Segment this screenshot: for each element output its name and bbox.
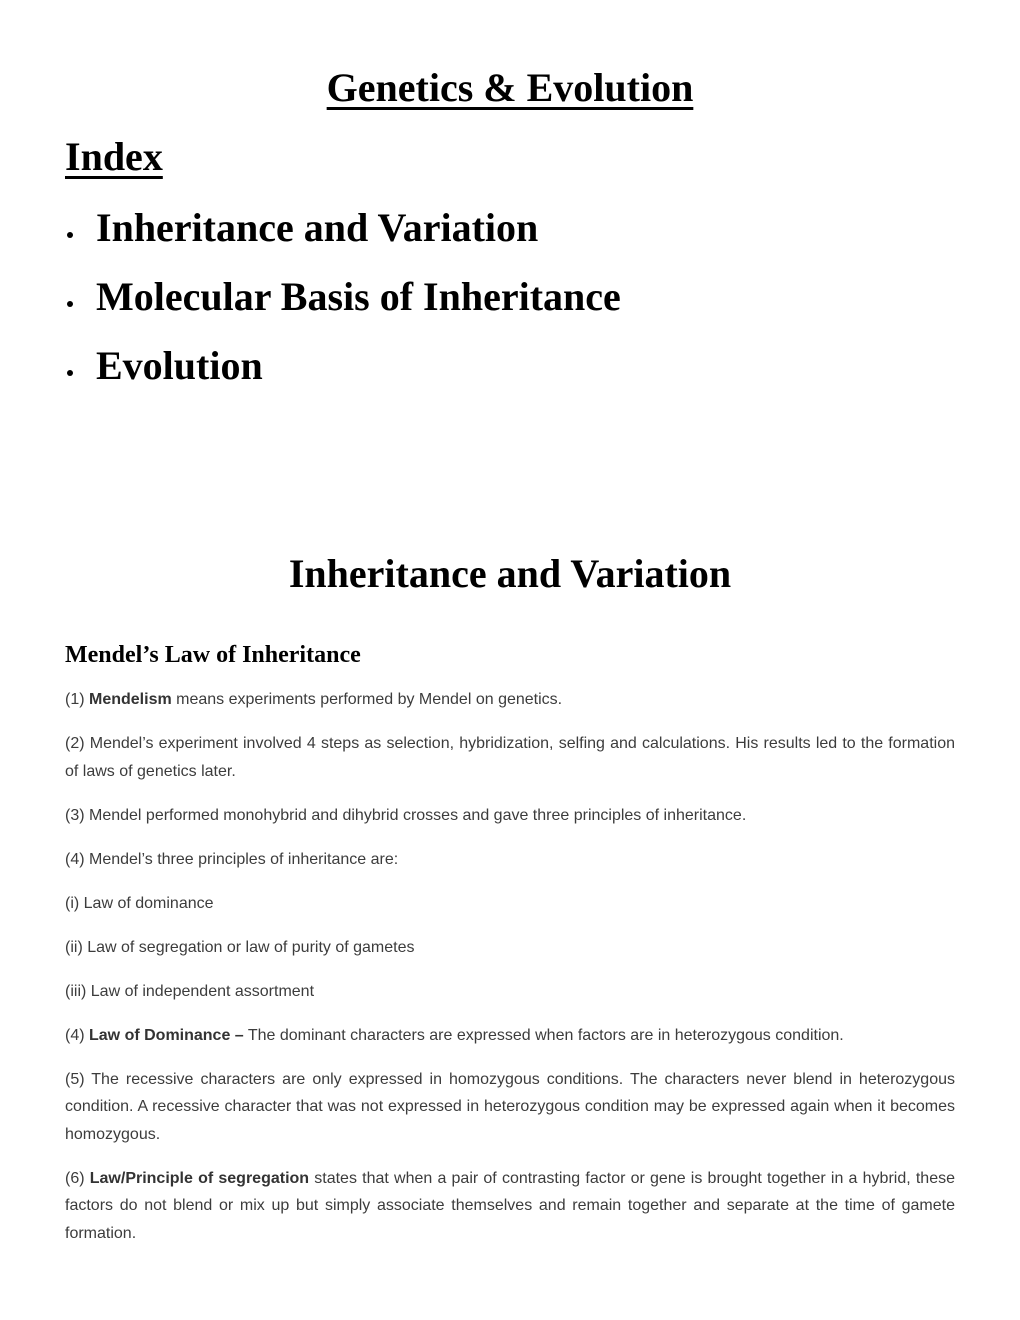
bullet-icon xyxy=(67,232,73,238)
index-item-label: Evolution xyxy=(96,343,263,388)
index-item-label: Molecular Basis of Inheritance xyxy=(96,274,621,319)
index-item-label: Inheritance and Variation xyxy=(96,205,539,250)
index-heading: Index xyxy=(65,134,163,179)
bullet-icon xyxy=(67,301,73,307)
paragraph-5: (5) The recessive characters are only expressed in homozygous conditions. The characters never blend in heterozygous condition. A recessive character that was not expressed in heterozygous condition may be expressed again when it becomes homozygous. xyxy=(65,1070,955,1143)
section-title: Inheritance and Variation xyxy=(288,551,732,596)
paragraph-2: (2) Mendel’s experiment involved 4 steps as selection, hybridization, selfing and calculations. His results led to the formation of laws of genetics later. xyxy=(65,735,955,780)
bullet-icon xyxy=(67,370,73,376)
paragraph-law-assortment-item: (iii) Law of independent assortment xyxy=(65,982,315,1000)
paragraph-1: (1) Mendelism means experiments performed by Mendel on genetics. xyxy=(65,691,563,708)
document-title: Genetics & Evolution xyxy=(326,65,694,110)
paragraph-4: (4) Mendel’s three principles of inheritance are: xyxy=(65,850,399,868)
paragraph-3: (3) Mendel performed monohybrid and dihybrid crosses and gave three principles of inheritance. xyxy=(65,806,747,824)
paragraph-law-segregation-item: (ii) Law of segregation or law of purity of gametes xyxy=(65,938,415,956)
paragraph-law-of-dominance: (4) Law of Dominance – The dominant characters are expressed when factors are in heterozygous condition. xyxy=(65,1026,844,1044)
section-subheading: Mendel’s Law of Inheritance xyxy=(65,642,361,668)
paragraph-6: (6) Law/Principle of segregation states that when a pair of contrasting factor or gene is brought together in a hybrid, these factors do not blend or mix up but simply associate themselves and remain together and separate at the time of gamete formation. xyxy=(65,1169,955,1242)
section-body xyxy=(65,686,955,1264)
paragraph-law-dominance-item: (i) Law of dominance xyxy=(65,894,214,912)
